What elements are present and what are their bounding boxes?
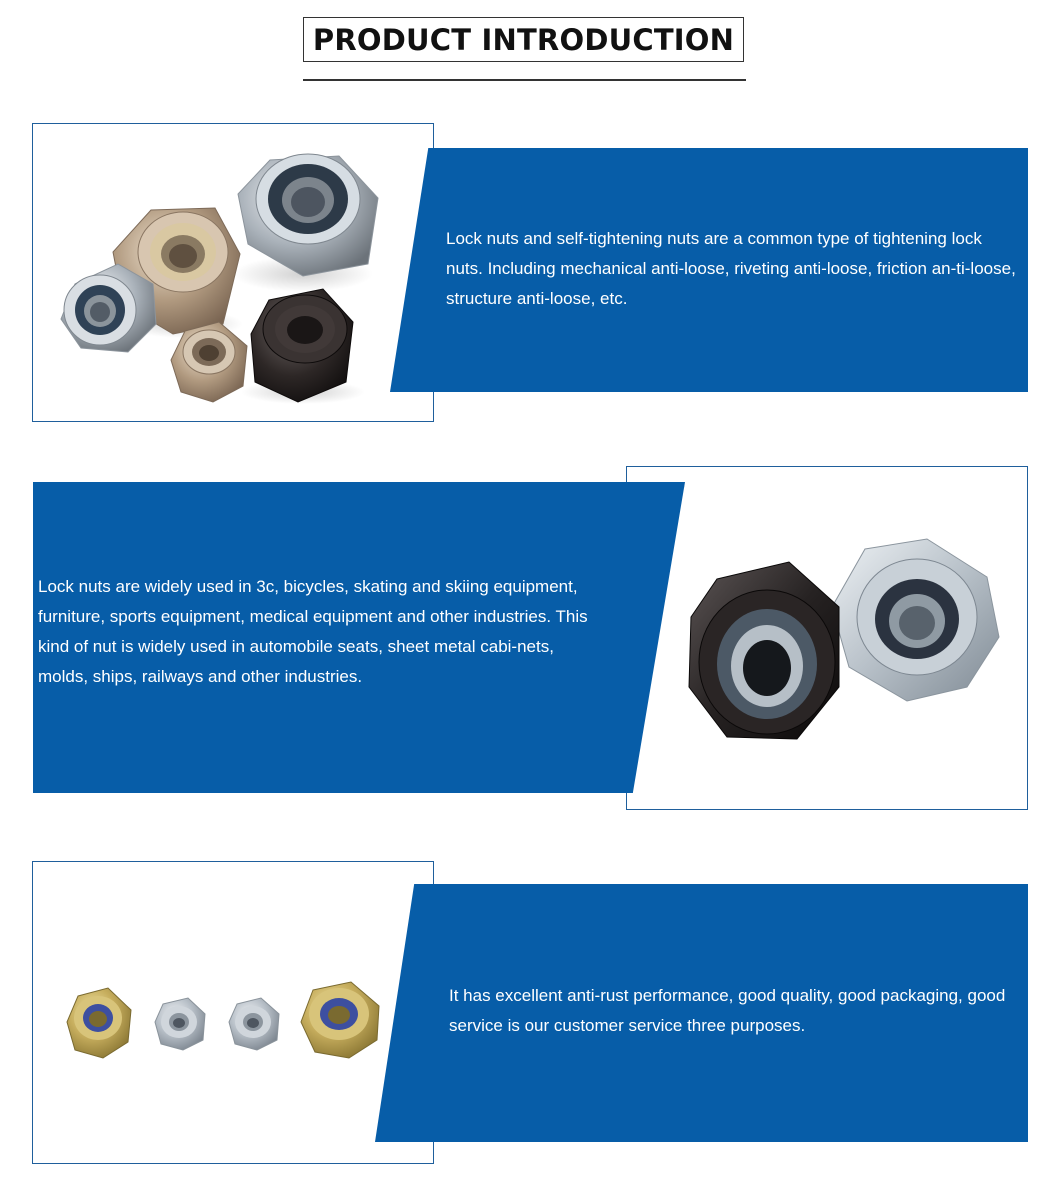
product-photo-1 [32, 123, 434, 422]
assorted-lock-nuts-illustration [33, 124, 433, 421]
description-text-2: Lock nuts are widely used in 3c, bicycles, skating and skiing equipment, furniture, sports equipment, medical equipment and other industries. This kind of nut is widely used in automobile seats, sheet metal cabi-nets, molds, ships, railways and other industries. [38, 577, 588, 686]
page-title: PRODUCT INTRODUCTION [303, 17, 744, 62]
product-photo-3 [32, 861, 434, 1164]
title-underline [303, 79, 746, 81]
description-text-1: Lock nuts and self-tightening nuts are a common type of tightening lock nuts. Including mechanical anti-loose, riveting anti-loose, friction an-ti-loose, structure anti-loose, etc. [446, 229, 1016, 308]
black-and-zinc-lock-nuts-illustration [627, 467, 1027, 809]
row-of-lock-nuts-illustration [33, 862, 433, 1163]
description-text-3: It has excellent anti-rust performance, good quality, good packaging, good service is our customer service three purposes. [449, 986, 1006, 1035]
product-photo-2 [626, 466, 1028, 810]
page-title-block [303, 17, 746, 81]
